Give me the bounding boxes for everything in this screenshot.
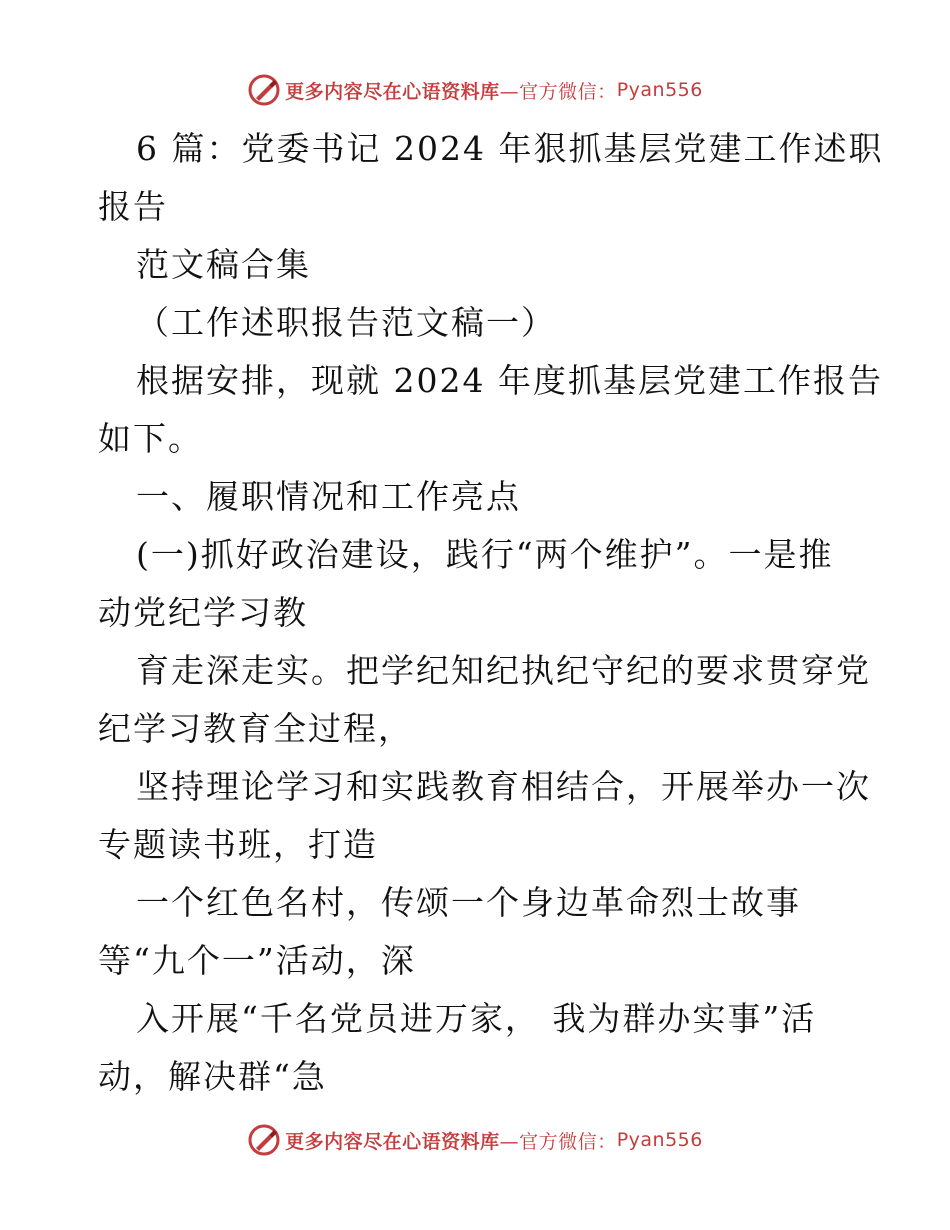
paragraph-line: 根据安排，现就 2024 年度抓基层党建工作报告	[136, 361, 883, 400]
paragraph-line: 纪学习教育全过程，	[98, 709, 413, 748]
paragraph-line: (一)抓好政治建设，践行“两个维护”。一是推	[136, 535, 834, 574]
watermark-suffix: —官方微信：	[499, 80, 617, 103]
footer-watermark	[0, 1120, 950, 1160]
paragraph-line: 育走深走实。把学纪知纪执纪守纪的要求贯穿党	[136, 651, 871, 690]
pen-nib-logo-icon	[247, 73, 281, 107]
document-section-label: （工作述职报告范文稿一）	[136, 303, 556, 342]
paragraph-line: 坚持理论学习和实践教育相结合，开展举办一次	[136, 767, 871, 806]
paragraph-line: 专题读书班，打造	[98, 825, 378, 864]
paragraph-line: 入开展“千名党员进万家， 我为群办实事”活	[136, 999, 817, 1038]
watermark-prefix: 更多内容尽在心语资料库	[285, 1130, 500, 1153]
watermark-prefix: 更多内容尽在心语资料库	[285, 80, 500, 103]
watermark-suffix: —官方微信：	[499, 1130, 617, 1153]
document-title-line-1: 6 篇：党委书记 2024 年狠抓基层党建工作述职	[136, 129, 884, 168]
paragraph-line: 动，解决群“急	[98, 1057, 327, 1096]
document-body	[98, 120, 884, 1106]
header-watermark	[0, 70, 950, 110]
paragraph-line: 动党纪学习教	[98, 593, 308, 632]
document-title-line-2: 报告	[98, 187, 168, 226]
pen-nib-logo-icon	[247, 1123, 281, 1157]
section-heading: 一、履职情况和工作亮点	[136, 477, 521, 516]
document-subtitle: 范文稿合集	[136, 245, 311, 284]
watermark-wechat-id: Pyan556	[616, 1129, 703, 1151]
watermark-wechat-id: Pyan556	[616, 79, 703, 101]
paragraph-line: 一个红色名村，传颂一个身边革命烈士故事	[136, 883, 801, 922]
paragraph-line: 如下。	[98, 419, 203, 458]
paragraph-line: 等“九个一”活动，深	[98, 941, 416, 980]
